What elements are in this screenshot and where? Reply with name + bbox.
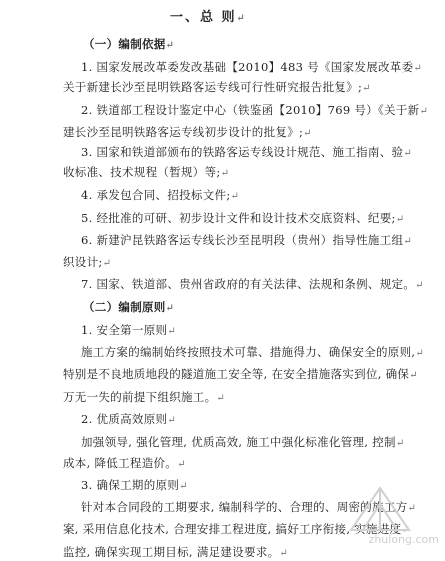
line-text: 7. 国家、铁道部、贵州省政府的有关法律、法规和条例、规定。 <box>81 277 416 291</box>
paragraph-mark: ↵ <box>395 438 405 449</box>
line-text: 加强领导, 强化管理, 优质高效, 施工中强化标准化管理, 控制 <box>81 435 396 449</box>
body-line <box>63 456 186 472</box>
paragraph-mark: ↵ <box>167 326 177 337</box>
line-text: 1. 安全第一原则 <box>81 323 168 337</box>
paragraph-mark: ↵ <box>167 415 177 426</box>
line-text: 关于新建长沙至昆明铁路客运专线可行性研究报告批复》; <box>63 80 363 94</box>
body-line <box>81 233 412 249</box>
body-line <box>63 125 312 141</box>
line-text: 2. 优质高效原则 <box>81 412 168 426</box>
body-line <box>81 145 412 161</box>
line-text: 6. 新建沪昆铁路客运专线长沙至昆明段（贵州）指导性施工组 <box>81 233 404 247</box>
line-text: 1. 国家发展改革委发改基础【2010】483 号《国家发展改革委 <box>81 60 414 74</box>
section-heading <box>83 37 174 53</box>
paragraph-mark: ↵ <box>409 370 418 381</box>
line-text: 收标准、技术规程（暂规）等; <box>63 165 221 179</box>
paragraph-mark: ↵ <box>413 63 423 74</box>
paragraph-mark: ↵ <box>407 503 417 514</box>
paragraph-mark: ↵ <box>220 168 230 179</box>
paragraph-mark: ↵ <box>279 548 289 559</box>
paragraph-mark: ↵ <box>419 106 429 117</box>
line-text: 特别是不良地质地段的隧道施工安全等, 在安全措施落实到位, 确保 <box>63 367 410 381</box>
body-line <box>81 345 424 361</box>
section-heading <box>83 300 174 316</box>
paragraph-mark: ↵ <box>179 481 188 492</box>
line-text: 万无一失的前提下组织施工。 <box>63 390 217 404</box>
paragraph-mark: ↵ <box>362 83 371 94</box>
paragraph-mark: ↵ <box>403 236 413 247</box>
line-text: 监控, 确保实现工期目标, 满足建设要求。 <box>63 545 280 559</box>
body-line <box>81 277 424 293</box>
document-title: 一、总 则↵ <box>170 10 247 25</box>
line-text: 针对本合同段的工期要求, 编制科学的、合理的、周密的施工方 <box>81 500 408 514</box>
body-line <box>81 188 239 204</box>
line-text: 施工方案的编制始终按照技术可靠、措施得力、确保安全的原则, <box>81 345 416 359</box>
paragraph-mark: ↵ <box>401 525 411 536</box>
body-line <box>63 367 418 383</box>
paragraph-mark: ↵ <box>216 393 226 404</box>
body-line <box>81 60 422 76</box>
paragraph-mark: ↵ <box>415 280 424 291</box>
line-text: 成本, 降低工程造价。 <box>63 456 178 470</box>
line-text: 3. 国家和铁道部颁布的铁路客运专线设计规范、施工指南、验 <box>81 145 404 159</box>
paragraph-mark: ↵ <box>395 214 405 225</box>
line-text: 4. 承发包合同、招投标文件; <box>81 188 231 202</box>
body-line <box>81 103 428 119</box>
paragraph-mark: ↵ <box>165 303 175 314</box>
line-text: 建长沙至昆明铁路客运专线初步设计的批复》; <box>63 125 304 139</box>
body-line <box>81 412 176 428</box>
line-text: 5. 经批准的可研、初步设计文件和设计技术交底资料、纪要; <box>81 211 396 225</box>
paragraph-mark: ↵ <box>403 148 413 159</box>
body-line <box>81 211 404 227</box>
line-text: 2. 铁道部工程设计鉴定中心（铁鉴函【2010】769 号）《关于新 <box>81 103 420 117</box>
line-text: 3. 确保工期的原则 <box>81 478 180 492</box>
line-text: （一）编制依据 <box>83 37 166 51</box>
paragraph-mark: ↵ <box>230 191 240 202</box>
paragraph-mark: ↵ <box>415 348 425 359</box>
body-line <box>63 165 229 181</box>
paragraph-mark: ↵ <box>102 258 112 269</box>
body-line <box>63 390 225 406</box>
watermark-logo-icon <box>345 480 415 536</box>
body-line <box>63 80 371 96</box>
paragraph-mark: ↵ <box>177 459 186 470</box>
paragraph-mark: ↵ <box>236 13 247 24</box>
body-line <box>63 255 111 271</box>
line-text: 织设计; <box>63 255 103 269</box>
body-line <box>81 323 176 339</box>
paragraph-mark: ↵ <box>303 128 312 139</box>
line-text: 案, 采用信息化技术, 合理安排工程进度, 搞好工序衔接, 实施进度 <box>63 522 402 536</box>
body-line <box>81 478 188 494</box>
paragraph-mark: ↵ <box>165 40 175 51</box>
body-line <box>81 435 405 451</box>
watermark-text: zhulong.com <box>368 533 439 546</box>
body-line <box>63 545 288 561</box>
line-text: （二）编制原则 <box>83 300 166 314</box>
